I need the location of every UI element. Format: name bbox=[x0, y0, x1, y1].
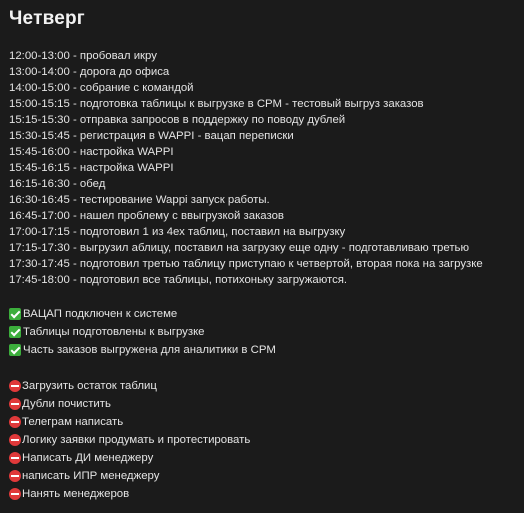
check-mark-icon bbox=[9, 344, 21, 356]
schedule-line: 12:00-13:00 - пробовал икру bbox=[9, 50, 157, 62]
schedule-line: 16:30-16:45 - тестирование Wappi запуск работы. bbox=[9, 194, 270, 206]
schedule-line: 17:30-17:45 - подготовил третью таблицу приступаю к четвертой, вторая пока на загрузке bbox=[9, 258, 483, 270]
check-mark-icon bbox=[9, 308, 21, 320]
no-entry-icon bbox=[9, 488, 21, 500]
todo-item-label: Телеграм написать bbox=[22, 416, 124, 428]
note-title: Четверг bbox=[9, 8, 85, 29]
done-list bbox=[9, 305, 524, 359]
done-item bbox=[9, 341, 524, 359]
todo-item bbox=[9, 413, 524, 431]
todo-item-label: написать ИПР менеджеру bbox=[22, 470, 160, 482]
todo-item bbox=[9, 467, 524, 485]
schedule-line: 15:45-16:15 - настройка WAPPI bbox=[9, 162, 174, 174]
todo-item-label: Дубли почистить bbox=[22, 398, 111, 410]
schedule-line: 15:45-16:00 - настройка WAPPI bbox=[9, 146, 174, 158]
done-item-label: Таблицы подготовлены к выгрузке bbox=[23, 326, 205, 338]
todo-item-label: Загрузить остаток таблиц bbox=[22, 380, 157, 392]
schedule-line: 15:15-15:30 - отправка запросов в поддержку по поводу дублей bbox=[9, 114, 346, 126]
schedule-line: 17:00-17:15 - подготовил 1 из 4ех таблиц, поставил на выгрузку bbox=[9, 226, 346, 238]
done-item bbox=[9, 305, 524, 323]
todo-item bbox=[9, 431, 524, 449]
schedule-line: 16:15-16:30 - обед bbox=[9, 178, 106, 190]
todo-item-label: Нанять менеджеров bbox=[22, 488, 130, 500]
no-entry-icon bbox=[9, 416, 21, 428]
todo-item-label: Написать ДИ менеджеру bbox=[22, 452, 154, 464]
todo-item-label: Логику заявки продумать и протестировать bbox=[22, 434, 251, 446]
schedule-line: 15:00-15:15 - подготовка таблицы к выгрузке в СРМ - тестовый выгруз заказов bbox=[9, 98, 424, 110]
schedule-list bbox=[9, 48, 524, 288]
no-entry-icon bbox=[9, 380, 21, 392]
no-entry-icon bbox=[9, 452, 21, 464]
schedule-line: 13:00-14:00 - дорога до офиса bbox=[9, 66, 170, 78]
todo-item bbox=[9, 377, 524, 395]
done-item-label: ВАЦАП подключен к системе bbox=[23, 308, 178, 320]
check-mark-icon bbox=[9, 326, 21, 338]
todo-item bbox=[9, 395, 524, 413]
schedule-line: 15:30-15:45 - регистрация в WAPPI - вацап переписки bbox=[9, 130, 294, 142]
schedule-line: 16:45-17:00 - нашел проблему с ввыгрузкой заказов bbox=[9, 210, 284, 222]
done-item-label: Часть заказов выгружена для аналитики в СРМ bbox=[23, 344, 276, 356]
no-entry-icon bbox=[9, 434, 21, 446]
todo-list bbox=[9, 377, 524, 503]
done-item bbox=[9, 323, 524, 341]
no-entry-icon bbox=[9, 470, 21, 482]
todo-item bbox=[9, 449, 524, 467]
schedule-line: 17:45-18:00 - подготовил все таблицы, потихоньку загружаются. bbox=[9, 274, 348, 286]
todo-item bbox=[9, 485, 524, 503]
no-entry-icon bbox=[9, 398, 21, 410]
schedule-line: 14:00-15:00 - собрание с командой bbox=[9, 82, 194, 94]
schedule-line: 17:15-17:30 - выгрузил аблицу, поставил на загрузку еще одну - подготавливаю третью bbox=[9, 242, 470, 254]
